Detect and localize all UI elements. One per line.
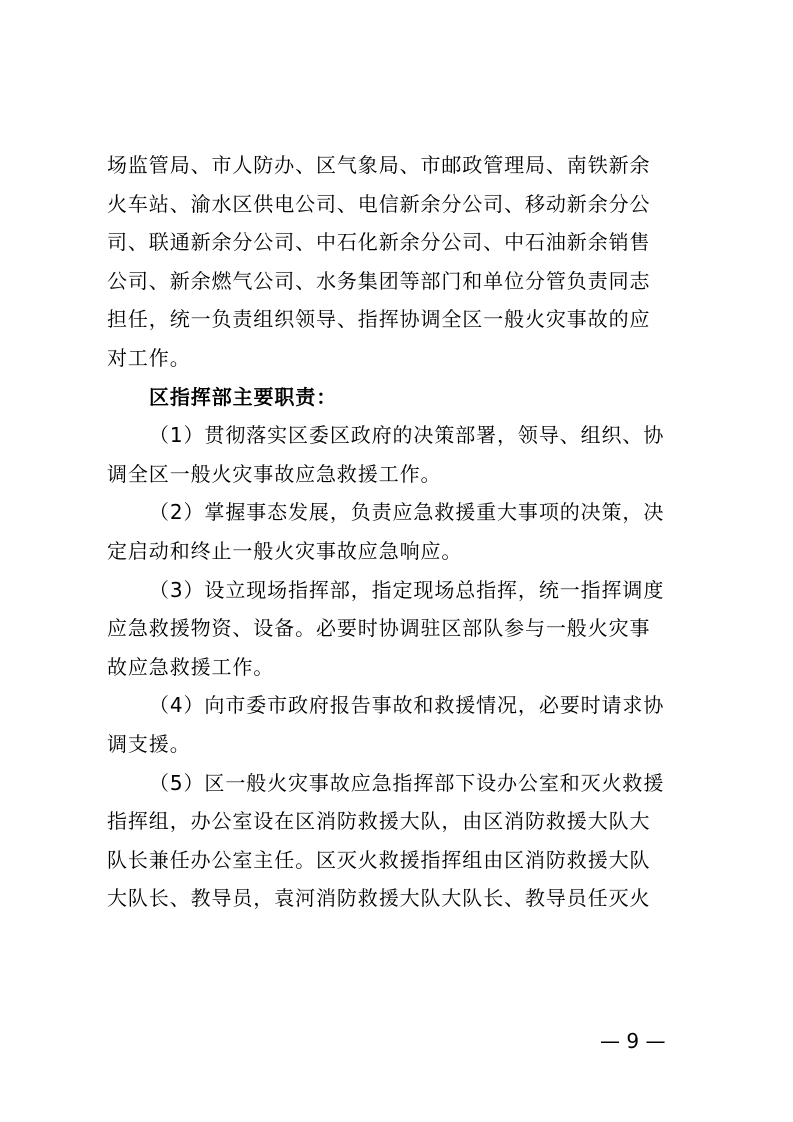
intro-paragraph xyxy=(107,146,699,378)
duty-line: 应急救援物资、设备。必要时协调驻区部队参与一般火灾事 xyxy=(107,616,651,641)
intro-line: 场监管局、市人防办、区气象局、市邮政管理局、南铁新余 xyxy=(107,153,651,177)
duty-line: （2）掌握事态发展，负责应急救援重大事项的决策，决 xyxy=(149,500,665,525)
page-number: — 9 — xyxy=(600,1029,666,1053)
duty-line: 调全区一般火灾事故应急救援工作。 xyxy=(107,461,442,486)
duty-line: 故应急救援工作。 xyxy=(107,654,275,679)
intro-line: 担任，统一负责组织领导、指挥协调全区一般火灾事故的应 xyxy=(107,307,651,332)
duty-line: （5）区一般火灾事故应急指挥部下设办公室和灭火救援 xyxy=(149,770,665,795)
intro-line: 对工作。 xyxy=(107,345,191,370)
duty-line: 调支援。 xyxy=(107,731,191,756)
document-body xyxy=(107,146,699,918)
duty-line: 大队长、教导员，袁河消防救援大队大队长、教导员任灭火 xyxy=(107,886,651,911)
section-heading: 区指挥部主要职责： xyxy=(149,384,338,409)
intro-line: 公司、新余燃气公司、水务集团等部门和单位分管负责同志 xyxy=(107,268,651,293)
intro-line: 司、联通新余分公司、中石化新余分公司、中石油新余销售 xyxy=(107,230,651,255)
duty-line: （1）贯彻落实区委区政府的决策部署，领导、组织、协 xyxy=(149,423,665,448)
duty-line: （4）向市委市政府报告事故和救援情况，必要时请求协 xyxy=(149,693,665,718)
duty-line: 队长兼任办公室主任。区灭火救援指挥组由区消防救援大队 xyxy=(107,847,651,872)
duty-item-5 xyxy=(107,764,699,918)
duty-line: （3）设立现场指挥部，指定现场总指挥，统一指挥调度 xyxy=(149,577,665,602)
duty-item-2 xyxy=(107,493,699,570)
duty-line: 指挥组，办公室设在区消防救援大队，由区消防救援大队大 xyxy=(107,809,651,834)
duty-item-4 xyxy=(107,686,699,763)
intro-line: 火车站、渝水区供电公司、电信新余分公司、移动新余分公 xyxy=(107,191,651,216)
duty-item-3 xyxy=(107,571,699,687)
duty-line: 定启动和终止一般火灾事故应急响应。 xyxy=(107,538,463,563)
duty-item-1 xyxy=(107,416,699,493)
